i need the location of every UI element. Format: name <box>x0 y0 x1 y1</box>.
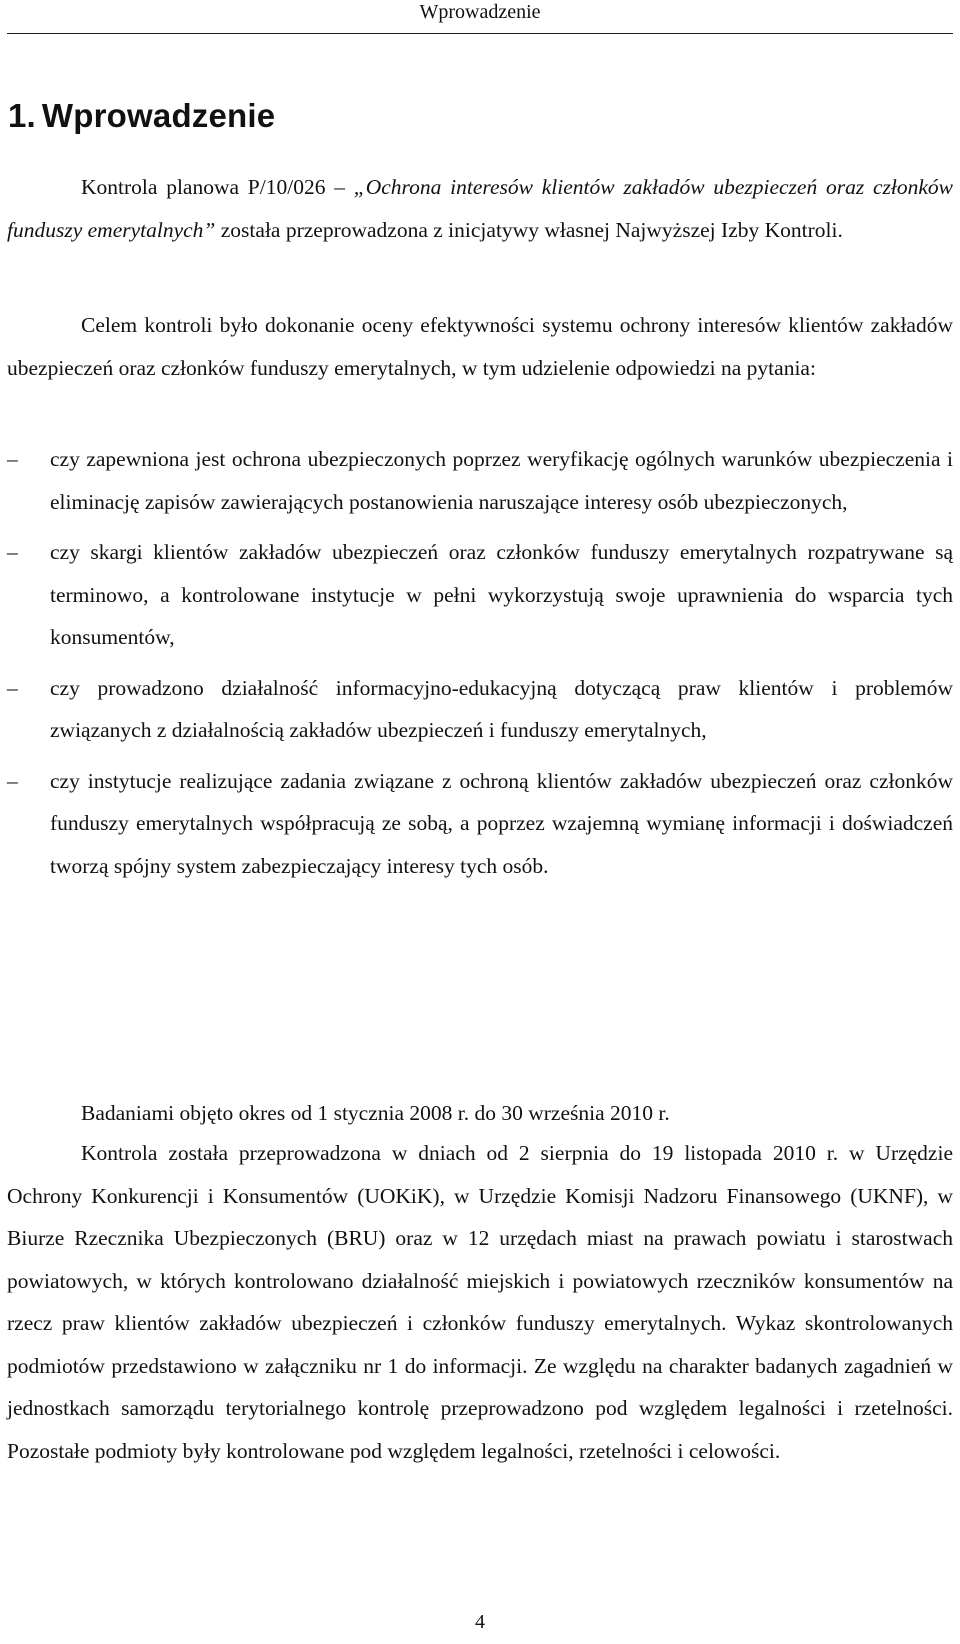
question-text: czy zapewniona jest ochrona ubezpieczonych poprzez weryfikację ogólnych warunków ubezpieczenia i eliminację zapisów zawierających postanowienia naruszające interesy osób ubezpieczonych, <box>50 447 953 514</box>
goal-text: Celem kontroli było dokonanie oceny efektywności systemu ochrony interesów klientów zakładów ubezpieczeń oraz członków funduszy emerytalnych, w tym udzielenie odpowiedzi na pytania: <box>7 313 953 380</box>
intro-paragraph <box>7 166 953 251</box>
question-text: czy skargi klientów zakładów ubezpieczeń oraz członków funduszy emerytalnych rozpatrywane są terminowo, a kontrolowane instytucje w pełni wykorzystują swoje uprawnienia do wsparcia tych konsumentów, <box>50 540 953 649</box>
question-text: czy prowadzono działalność informacyjno-edukacyjną dotyczącą praw klientów i problemów związanych z działalnością zakładów ubezpieczeń i funduszy emerytalnych, <box>50 675 953 742</box>
period-paragraph <box>7 1092 953 1135</box>
list-item <box>7 531 953 659</box>
dash-bullet: – <box>7 675 18 700</box>
dash-bullet: – <box>7 768 18 793</box>
page-number: 4 <box>475 1611 485 1633</box>
audit-title-quote: „Ochrona interesów klientów zakładów ubezpieczeń oraz członków funduszy emerytalnych” <box>7 175 953 242</box>
list-item <box>7 667 953 752</box>
intro-lead: Kontrola planowa P/10/026 – <box>81 175 354 199</box>
question-text: czy instytucje realizujące zadania związane z ochroną klientów zakładów ubezpieczeń oraz członków funduszy emerytalnych współpracują ze sobą, a poprzez wzajemną wymianę informacji i doświadczeń tworzą spójny system zabezpieczający interesy tych osób. <box>50 768 953 878</box>
conduct-text: Kontrola została przeprowadzona w dniach od 2 sierpnia do 19 listopada 2010 r. w Urzędzie Ochrony Konkurencji i Konsumentów (UOKiK), w Urzędzie Komisji Nadzoru Finansowego (UKNF), w Biurze Rzecznika Ubezpieczonych (BRU) oraz w 12 urzędach miast na prawach powiatu i starostwach powiatowych, w których kontrolowano działalność miejskich i powiatowych rzeczników konsumentów na rzecz praw klientów zakładów ubezpieczeń i członków funduszy emerytalnych. Wykaz skontrolowanych podmiotów przedstawiono w załączniku nr 1 do informacji. Ze względu na charakter badanych zagadnień w jednostkach samorządu terytorialnego kontrolę przeprowadzono pod względem legalności i rzetelności. Pozostałe podmioty były kontrolowane pod względem legalności, rzetelności i celowości. <box>7 1141 953 1463</box>
period-text: Badaniami objęto okres od 1 stycznia 2008 r. do 30 września 2010 r. <box>81 1101 670 1125</box>
intro-rest: została przeprowadzona z inicjatywy własnej Najwyższej Izby Kontroli. <box>215 217 843 242</box>
chapter-number: 1. <box>8 97 36 134</box>
dash-bullet: – <box>7 540 18 564</box>
list-item <box>7 438 953 523</box>
list-item <box>7 760 953 888</box>
running-header: Wprowadzenie <box>419 1 541 23</box>
conduct-paragraph <box>7 1132 953 1472</box>
chapter-title: Wprowadzenie <box>41 97 276 134</box>
goal-paragraph <box>7 304 953 389</box>
questions-list <box>7 438 953 895</box>
header-divider <box>7 33 953 34</box>
chapter-heading <box>8 96 275 136</box>
dash-bullet: – <box>7 447 18 471</box>
